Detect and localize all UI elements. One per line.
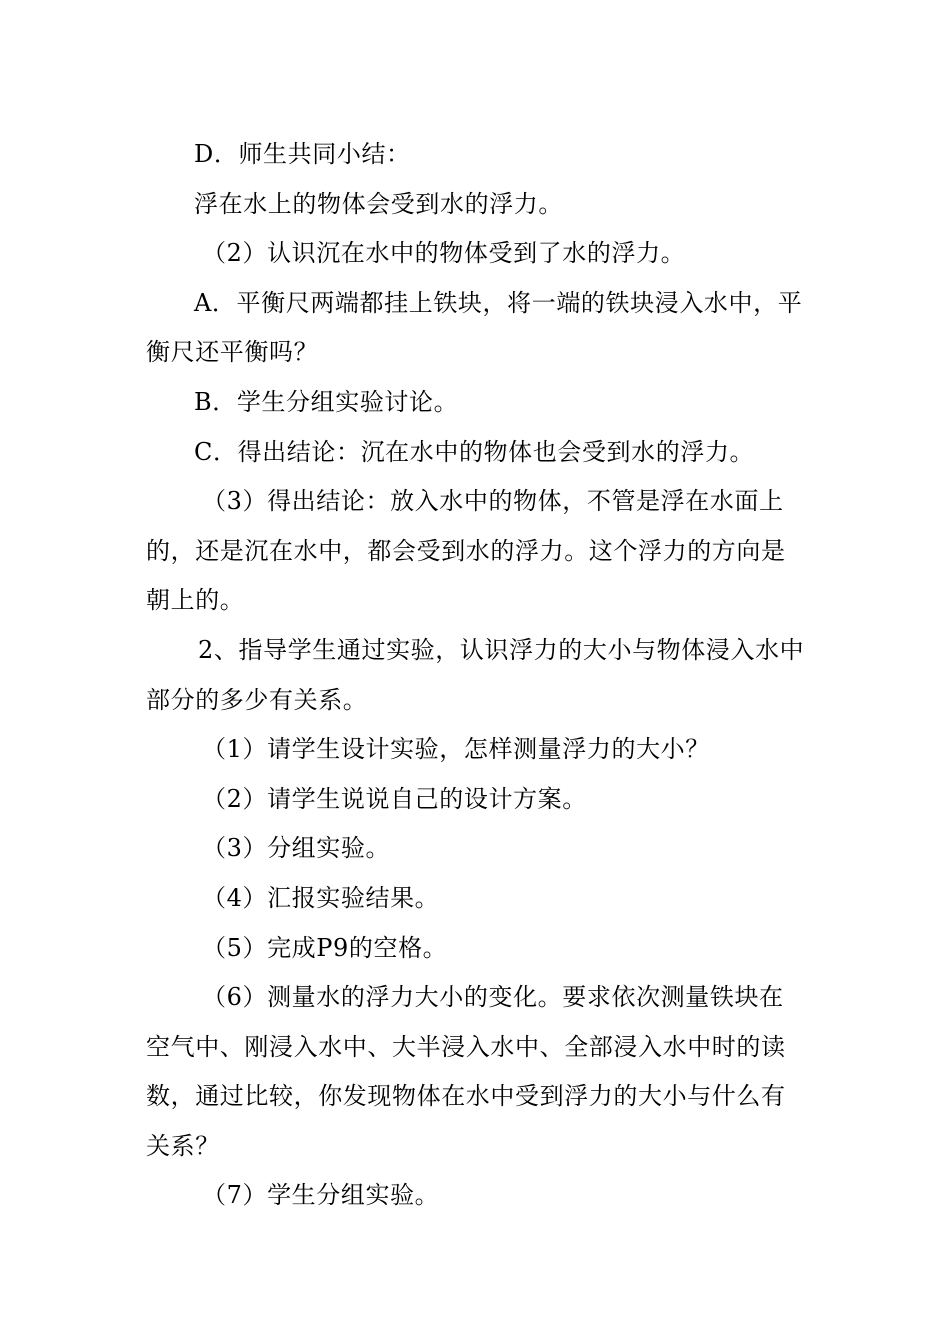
paragraph-substep-6: （6）测量水的浮力大小的变化。要求依次测量铁块在空气中、刚浸入水中、大半浸入水中、全部浸入水中时的读数，通过比较，你发现物体在水中受到浮力的大小与什么有关系？ [146,983,786,1160]
paragraph-step-3: （3）得出结论：放入水中的物体，不管是浮在水面上的，还是沉在水中，都会受到水的浮力。这个浮力的方向是朝上的。 [146,487,786,615]
paragraph-substep-5: （5）完成P9的空格。 [202,933,448,962]
paragraph-substep-1: （1）请学生设计实验，怎样测量浮力的大小？ [202,735,710,764]
paragraph-step-c: C．得出结论：沉在水中的物体也会受到水的浮力。 [194,437,755,466]
paragraph-step-a: A．平衡尺两端都挂上铁块，将一端的铁块浸入水中，平衡尺还平衡吗？ [146,288,803,367]
paragraph-step-b: B．学生分组实验讨论。 [194,387,459,416]
paragraph-substep-4: （4）汇报实验结果。 [202,883,440,912]
paragraph-substep-3: （3）分组实验。 [202,834,391,863]
paragraph-summary-text: 浮在水上的物体会受到水的浮力。 [194,189,563,218]
paragraph-substep-2: （2）请学生说说自己的设计方案。 [202,784,587,813]
paragraph-substep-7: （7）学生分组实验。 [202,1181,440,1210]
document-body [146,130,806,1221]
paragraph-section-2: 2、指导学生通过实验，认识浮力的大小与物体浸入水中部分的多少有关系。 [146,635,805,714]
paragraph-step-2: （2）认识沉在水中的物体受到了水的浮力。 [202,239,686,268]
paragraph-summary-heading: D．师生共同小结： [194,140,411,168]
